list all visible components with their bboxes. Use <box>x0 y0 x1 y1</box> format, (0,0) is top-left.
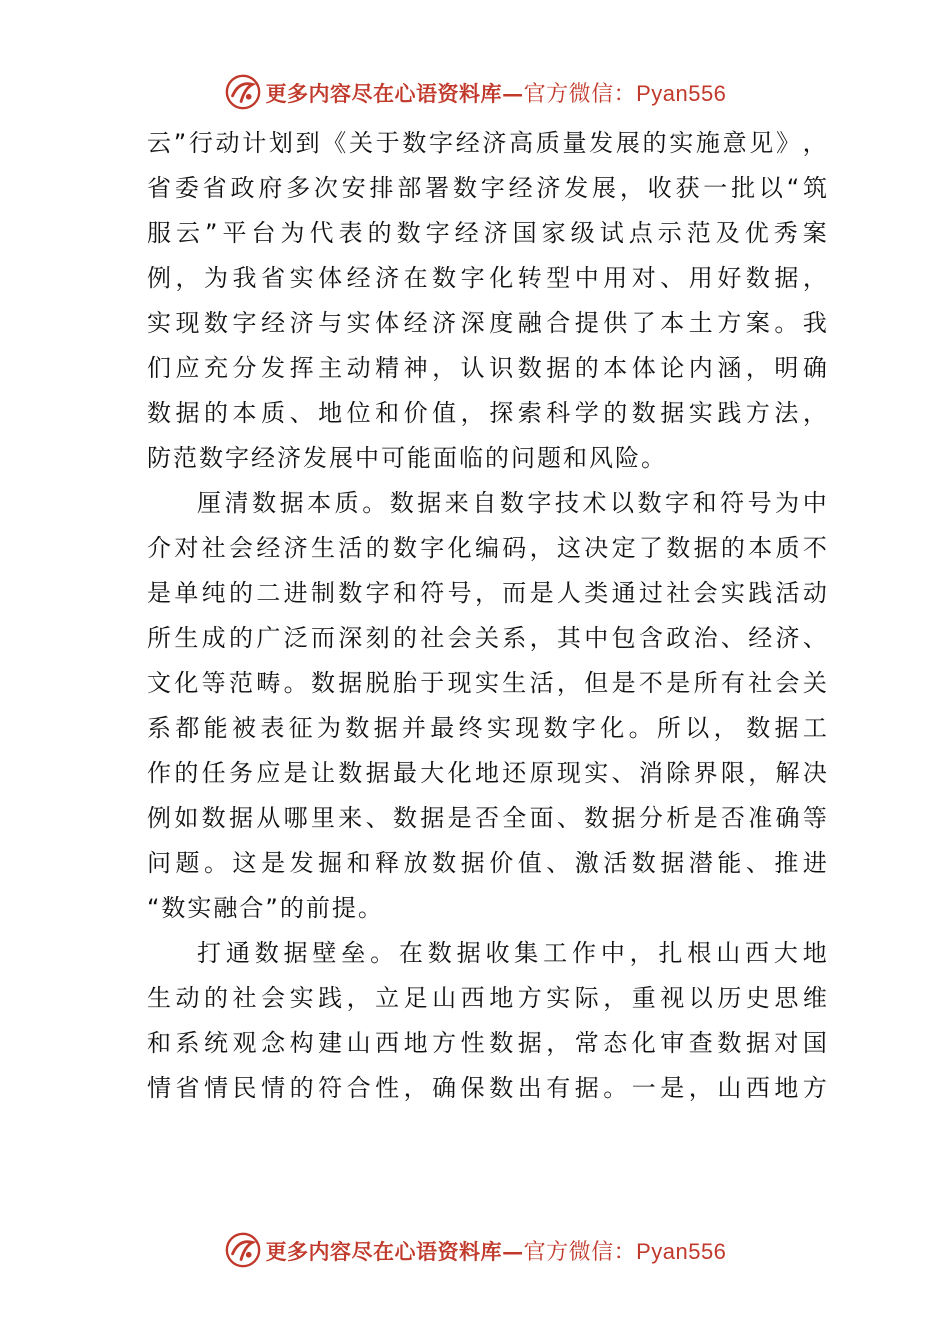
text-line: 是 单 纯 的 二 进 制 数 字 和 符 号 ， 而 是 人 类 通 过 社 会 实 践 活 动 <box>147 579 827 607</box>
red-seal-logo-icon <box>224 1231 262 1269</box>
text-line: 系 都 能 被 表 征 为 数 据 并 最 终 实 现 数 字 化 。 所 以 ， 数 据 工 <box>147 714 827 742</box>
text-line: 例 如 数 据 从 哪 里 来 、 数 据 是 否 全 面 、 数 据 分 析 是 否 准 确 等 <box>147 804 827 832</box>
text-line: 数 据 的 本 质 、 地 位 和 价 值 ， 探 索 科 学 的 数 据 实 践 方 法 ， <box>147 399 827 427</box>
text-line: 厘 清 数 据 本 质 。 数 据 来 自 数 字 技 术 以 数 字 和 符 号 为 中 <box>197 489 827 517</box>
text-line: 文 化 等 范 畴 。 数 据 脱 胎 于 现 实 生 活 ， 但 是 不 是 所 有 社 会 关 <box>147 669 827 697</box>
text-line: 防范数字经济发展中可能面临的问题和风险。 <box>147 444 667 472</box>
document-body <box>147 121 827 1111</box>
text-line: 生 动 的 社 会 实 践 ， 立 足 山 西 地 方 实 际 ， 重 视 以 历 史 思 维 <box>147 984 827 1012</box>
text-line: 省 委 省 政 府 多 次 安 排 部 署 数 字 经 济 发 展 ， 收 获 一 批 以 “ 筑 <box>147 174 827 202</box>
footer-banner <box>0 1228 950 1272</box>
banner-wechat: 官方微信：Pyan556 <box>523 1238 727 1264</box>
text-line: 例 ， 为 我 省 实 体 经 济 在 数 字 化 转 型 中 用 对 、 用 好 数 据 ， <box>147 264 827 292</box>
banner-main: 更多内容尽在心语资料库 <box>265 1238 503 1264</box>
text-line: 所 生 成 的 广 泛 而 深 刻 的 社 会 关 系 ， 其 中 包 含 政 治 、 经 济 、 <box>147 624 827 652</box>
banner-text <box>266 77 727 108</box>
banner-dash: — <box>502 80 524 106</box>
text-line: 和 系 统 观 念 构 建 山 西 地 方 性 数 据 ， 常 态 化 审 查 数 据 对 国 <box>147 1029 827 1057</box>
text-line: 云 ” 行 动 计 划 到 《 关 于 数 字 经 济 高 质 量 发 展 的 实 施 意 见 》 ， <box>147 129 827 157</box>
banner-text <box>266 1235 727 1266</box>
text-line: 们 应 充 分 发 挥 主 动 精 神 ， 认 识 数 据 的 本 体 论 内 涵 ， 明 确 <box>147 354 827 382</box>
banner-dash: — <box>502 1238 524 1264</box>
text-line: 情 省 情 民 情 的 符 合 性 ， 确 保 数 出 有 据 。 一 是 ， 山 西 地 方 <box>147 1074 827 1102</box>
text-line: 作 的 任 务 应 是 让 数 据 最 大 化 地 还 原 现 实 、 消 除 界 限 ， 解 决 <box>147 759 827 787</box>
text-line: 实 现 数 字 经 济 与 实 体 经 济 深 度 融 合 提 供 了 本 土 方 案 。 我 <box>147 309 827 337</box>
text-line: 打 通 数 据 壁 垒 。 在 数 据 收 集 工 作 中 ， 扎 根 山 西 大 地 <box>197 939 827 967</box>
header-banner <box>0 70 950 114</box>
text-line: 介 对 社 会 经 济 生 活 的 数 字 化 编 码 ， 这 决 定 了 数 据 的 本 质 不 <box>147 534 827 562</box>
text-line: 服 云 ” 平 台 为 代 表 的 数 字 经 济 国 家 级 试 点 示 范 及 优 秀 案 <box>147 219 827 247</box>
text-line: 问 题 。 这 是 发 掘 和 释 放 数 据 价 值 、 激 活 数 据 潜 能 、 推 进 <box>147 849 827 877</box>
red-seal-logo-icon <box>224 73 262 111</box>
text-line: “数实融合”的前提。 <box>147 894 384 922</box>
banner-wechat: 官方微信：Pyan556 <box>523 80 727 106</box>
banner-main: 更多内容尽在心语资料库 <box>265 80 503 106</box>
